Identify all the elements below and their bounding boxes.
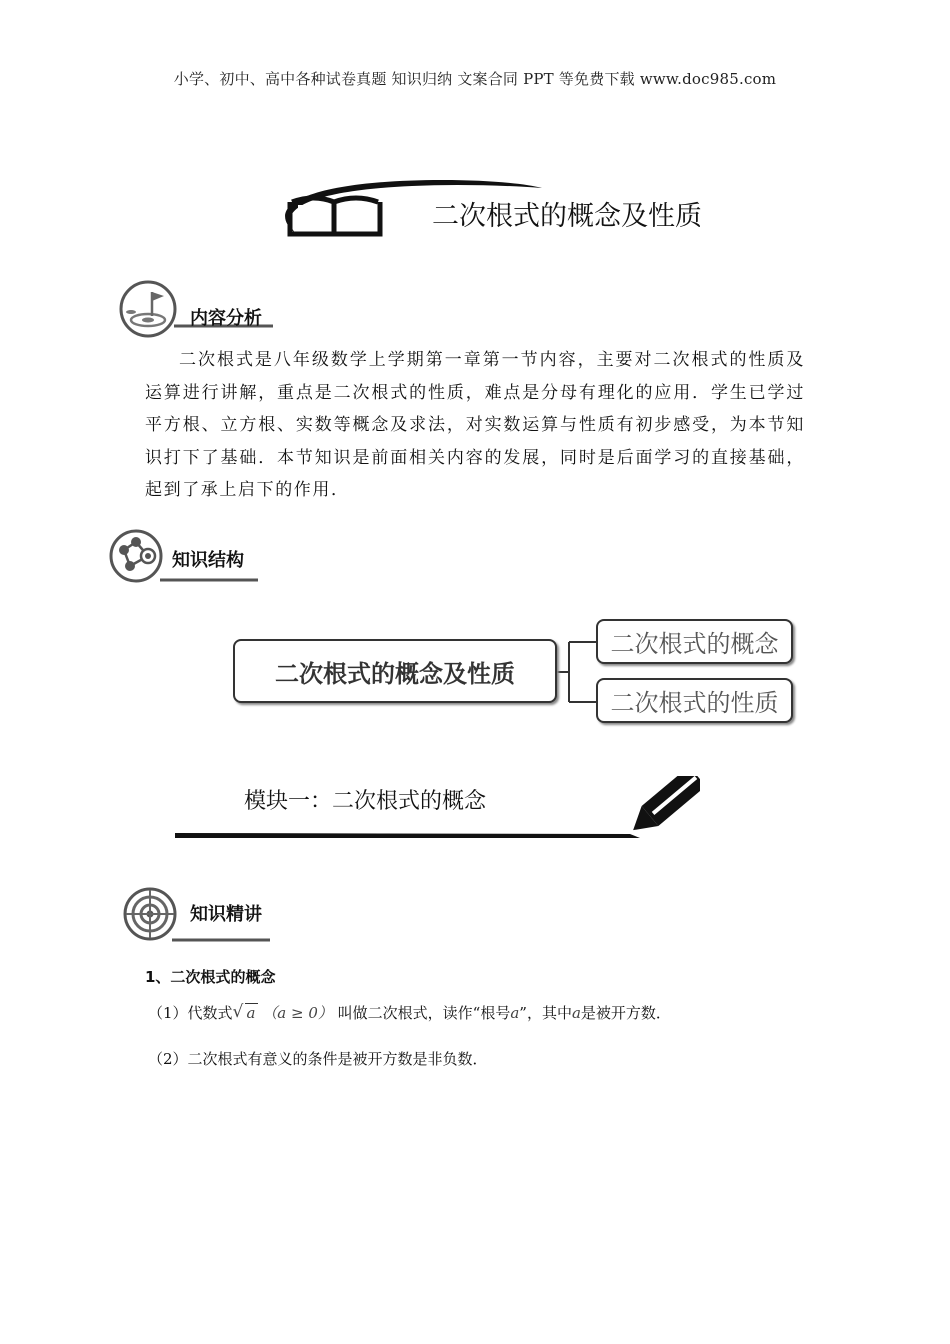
knowledge-item-1: [148, 1002, 671, 1023]
module-title: 模块一：二次根式的概念: [244, 789, 487, 814]
section-label-knowledge-structure: 知识结构: [172, 550, 244, 571]
item1-var: a: [510, 1004, 520, 1022]
item1-suffix: 是被开方数．: [580, 1004, 671, 1022]
pencil-icon: [170, 776, 700, 844]
intro-paragraph: [145, 344, 805, 507]
page-title: 二次根式的概念及性质: [432, 201, 702, 232]
item1-prefix: （1）代数式: [148, 1004, 233, 1022]
knowledge-item-2: （2）二次根式有意义的条件是被开方数是非负数．: [148, 1050, 488, 1068]
section-label-content-analysis: 内容分析: [190, 308, 262, 329]
diagram-branch-property: 二次根式的性质: [596, 678, 793, 723]
section-label-knowledge-explain: 知识精讲: [190, 904, 262, 925]
item1-mid2: ”，其中: [519, 1004, 572, 1022]
diagram-main-node: 二次根式的概念及性质: [233, 639, 557, 703]
item1-mid: 叫做二次根式，读作“根号: [337, 1004, 511, 1022]
sqrt-expression: √ a: [232, 1002, 256, 1022]
item1-condition: （a ≥ 0）: [262, 1004, 333, 1022]
intro-text: 二次根式是八年级数学上学期第一章第一节内容，主要对二次根式的性质及运算进行讲解，重点是二次根式的性质，难点是分母有理化的应用．学生已学过平方根、立方根、实数等概念及求法，对实数运算与性质有初步感受，为本节知识打下了基础．本节知识是前面相关内容的发展，同时是后面学习的直接基础，起到了承上启下的作用．: [145, 350, 805, 500]
diagram-connector: [555, 640, 600, 704]
knowledge-heading: 1、二次根式的概念: [145, 968, 276, 986]
radicand: a: [246, 1004, 256, 1022]
item1-var2: a: [571, 1004, 581, 1022]
page-header: 小学、初中、高中各种试卷真题 知识归纳 文案合同 PPT 等免费下载 www.doc985.com: [173, 70, 777, 88]
diagram-branch-concept: 二次根式的概念: [596, 619, 793, 664]
